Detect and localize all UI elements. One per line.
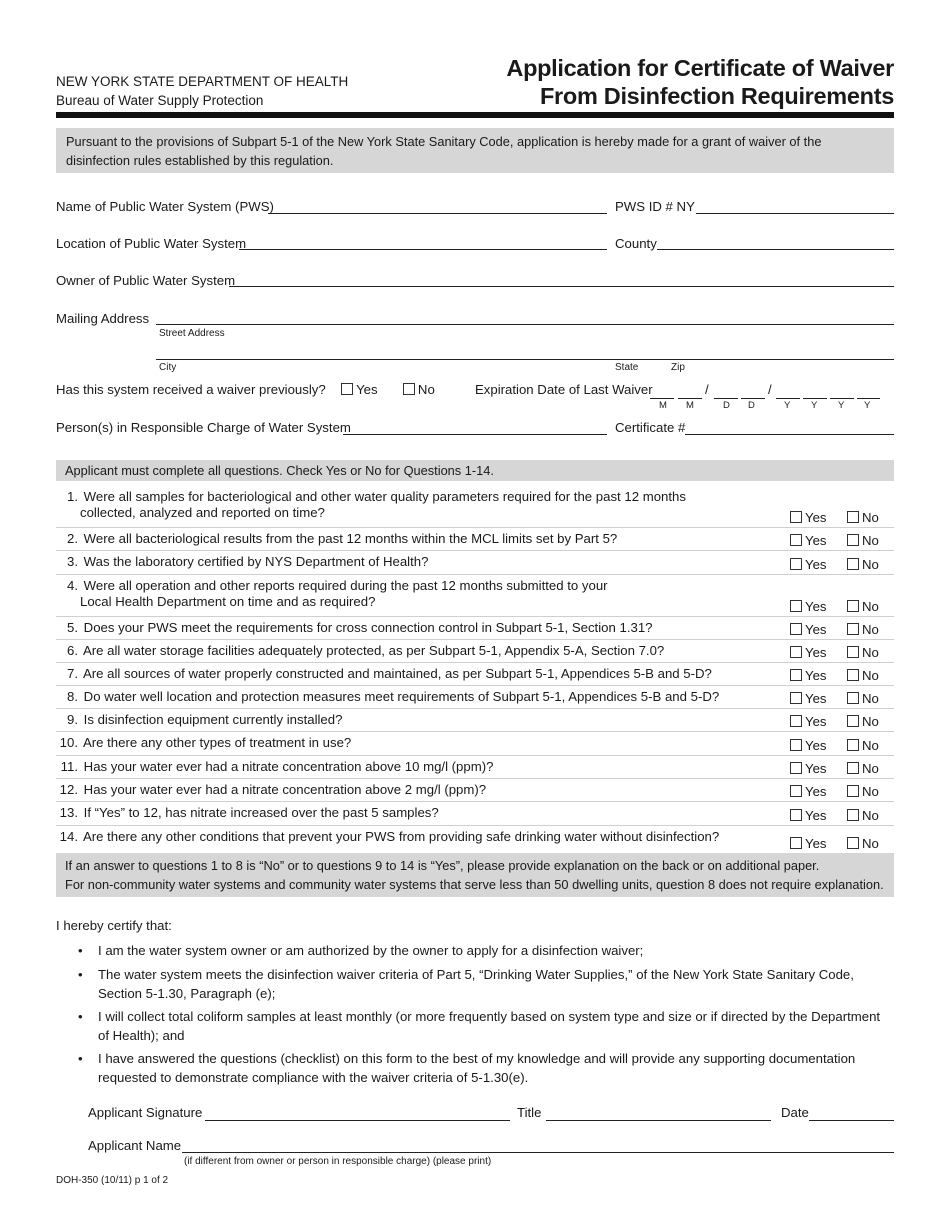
question-text	[56, 620, 653, 635]
question-row	[56, 575, 894, 617]
answer-no-checkbox[interactable]	[847, 623, 859, 635]
title-line-1: Application for Certificate of Waiver	[506, 55, 894, 81]
answer-no-checkbox[interactable]	[847, 669, 859, 681]
bullet-mark: •	[78, 1009, 83, 1024]
applicant-name-note: (if different from owner or person in responsible charge) (please print)	[184, 1156, 492, 1167]
header-rule	[56, 112, 894, 118]
responsible-label: Person(s) in Responsible Charge of Water System	[56, 420, 351, 435]
answer-options	[790, 533, 894, 548]
owner-input[interactable]	[229, 286, 894, 287]
waiver-question: Has this system received a waiver previously?	[56, 382, 326, 397]
question-text	[56, 554, 428, 569]
question-number: 10.	[59, 735, 78, 750]
question-text	[56, 805, 439, 820]
answer-yes-checkbox[interactable]	[790, 511, 802, 523]
question-line-1	[56, 554, 428, 569]
answer-yes-label: Yes	[805, 668, 827, 683]
questions-header	[56, 460, 894, 481]
answer-options	[790, 599, 894, 614]
question-line-1-text: Were all samples for bacteriological and other water quality parameters required for the past 12 months	[83, 489, 686, 504]
question-line-1	[56, 489, 686, 504]
question-line-1-text: Were all bacteriological results from the past 12 months within the MCL limits set by Part 5?	[83, 531, 618, 546]
date-caption-m1: M	[659, 400, 667, 411]
question-line-1	[56, 531, 617, 546]
answer-yes-label: Yes	[805, 599, 827, 614]
question-line-1	[56, 735, 351, 750]
answer-no-label: No	[862, 557, 879, 572]
bullet-mark: •	[78, 1051, 83, 1066]
answer-no-checkbox[interactable]	[847, 739, 859, 751]
question-row	[56, 756, 894, 779]
answer-yes-label: Yes	[805, 761, 827, 776]
pws-id-label: PWS ID # NY	[615, 199, 695, 214]
explanation-note	[56, 853, 894, 897]
form-footer: DOH-350 (10/11) p 1 of 2	[56, 1175, 169, 1186]
question-text	[56, 666, 712, 681]
answer-no-label: No	[862, 714, 879, 729]
question-number: 11.	[60, 759, 78, 774]
answer-yes-checkbox[interactable]	[790, 623, 802, 635]
question-line-1-text: Were all operation and other reports required during the past 12 months submitted to your	[83, 578, 608, 593]
question-text	[56, 689, 719, 704]
bureau-name: Bureau of Water Supply Protection	[56, 93, 264, 108]
answer-no-label: No	[862, 738, 879, 753]
certify-bullet-2	[78, 965, 888, 1003]
applicant-signature-input[interactable]	[205, 1120, 510, 1121]
pws-name-input[interactable]	[268, 213, 607, 214]
answer-no-checkbox[interactable]	[847, 534, 859, 546]
bullet-text: I will collect total coliform samples at least monthly (or more frequently based on system type and size or if directed by the Department of Health); and	[98, 1009, 881, 1043]
answer-yes-label: Yes	[805, 714, 827, 729]
answer-no-checkbox[interactable]	[847, 715, 859, 727]
question-number: 2.	[67, 531, 78, 546]
question-row	[56, 826, 894, 853]
city-caption: City	[159, 362, 177, 373]
answer-yes-label: Yes	[805, 510, 827, 525]
location-input[interactable]	[239, 249, 607, 250]
answer-options	[790, 738, 894, 753]
form-title	[506, 54, 894, 110]
applicant-signature-label: Applicant Signature	[88, 1105, 203, 1120]
answer-no-label: No	[862, 510, 879, 525]
title-line-2: From Disinfection Requirements	[540, 83, 894, 109]
question-line-1-text: Was the laboratory certified by NYS Department of Health?	[83, 554, 429, 569]
answer-yes-checkbox[interactable]	[790, 600, 802, 612]
city-state-zip-input[interactable]	[156, 359, 894, 360]
date-caption-y3: Y	[838, 400, 845, 411]
question-text	[56, 643, 664, 658]
answer-yes-label: Yes	[805, 784, 827, 799]
date-caption-y4: Y	[864, 400, 871, 411]
question-line-1-text: Is disinfection equipment currently installed?	[83, 712, 343, 727]
answer-no-label: No	[862, 761, 879, 776]
question-line-2: collected, analyzed and reported on time?	[80, 505, 325, 520]
answer-no-checkbox[interactable]	[847, 785, 859, 797]
question-number: 4.	[67, 578, 78, 593]
question-line-1	[56, 643, 664, 658]
expiration-date-input[interactable]	[650, 384, 880, 414]
title-input[interactable]	[546, 1120, 771, 1121]
question-line-1-text: Are all water storage facilities adequately protected, as per Subpart 5-1, Appendix 5-A, Section 7.0?	[82, 643, 665, 658]
zip-caption: Zip	[671, 362, 685, 373]
date-label: Date	[781, 1105, 809, 1120]
answer-options	[790, 714, 894, 729]
answer-no-label: No	[862, 691, 879, 706]
question-text	[56, 829, 719, 844]
certify-bullet-1	[78, 941, 888, 960]
answer-no-checkbox[interactable]	[847, 511, 859, 523]
waiver-no-label: No	[417, 382, 435, 397]
agency-block	[56, 72, 348, 110]
answer-yes-checkbox[interactable]	[790, 837, 802, 849]
question-line-1	[56, 620, 653, 635]
applicant-name-label: Applicant Name	[88, 1138, 182, 1153]
responsible-input[interactable]	[343, 434, 607, 435]
date-caption-d2: D	[748, 400, 755, 411]
date-caption-m2: M	[686, 400, 694, 411]
bullet-text: I am the water system owner or am authorized by the owner to apply for a disinfection waiver;	[98, 943, 644, 958]
question-text	[56, 531, 617, 546]
date-caption-d1: D	[723, 400, 730, 411]
note-line-2: For non-community water systems and community water systems that serve less than 50 dwelling units, question 8 does not require explanation.	[65, 876, 884, 892]
question-text	[56, 735, 351, 750]
question-text	[56, 759, 493, 774]
date-caption-y1: Y	[784, 400, 791, 411]
answer-no-checkbox[interactable]	[847, 692, 859, 704]
question-line-1	[56, 578, 608, 593]
date-input[interactable]	[809, 1120, 894, 1121]
answer-yes-checkbox[interactable]	[790, 739, 802, 751]
answer-options	[790, 808, 894, 823]
answer-yes-label: Yes	[805, 738, 827, 753]
answer-no-label: No	[862, 784, 879, 799]
answer-no-checkbox[interactable]	[847, 558, 859, 570]
question-line-1-text: Are all sources of water properly constructed and maintained, as per Subpart 5-1, Appendices 5-B and 5-D?	[82, 666, 712, 681]
answer-yes-checkbox[interactable]	[790, 558, 802, 570]
answer-yes-label: Yes	[805, 645, 827, 660]
bullet-text: I have answered the questions (checklist) on this form to the best of my knowledge and will provide any supporting documentation requested to demonstrate compliance with the waiver criteria of 5-1.30(e).	[98, 1051, 856, 1085]
answer-no-label: No	[862, 622, 879, 637]
answer-yes-checkbox[interactable]	[790, 669, 802, 681]
answer-yes-checkbox[interactable]	[790, 762, 802, 774]
question-number: 6.	[67, 643, 78, 658]
answer-no-label: No	[862, 599, 879, 614]
answer-options	[790, 622, 894, 637]
answer-no-label: No	[862, 533, 879, 548]
question-text	[56, 578, 608, 609]
agency-name: NEW YORK STATE DEPARTMENT OF HEALTH	[56, 74, 349, 89]
date-slash-1: /	[705, 382, 709, 397]
note-line-1: If an answer to questions 1 to 8 is “No” or to questions 9 to 14 is “Yes”, please provide explanation on the back or on additional paper.	[65, 858, 820, 873]
question-number: 5.	[67, 620, 78, 635]
answer-yes-checkbox[interactable]	[790, 715, 802, 727]
answer-yes-checkbox[interactable]	[790, 785, 802, 797]
date-slash-2: /	[768, 382, 772, 397]
street-caption: Street Address	[159, 328, 225, 339]
question-row	[56, 486, 894, 528]
answer-yes-checkbox[interactable]	[790, 534, 802, 546]
state-caption: State	[615, 362, 639, 373]
question-line-1-text: If “Yes” to 12, has nitrate increased over the past 5 samples?	[83, 805, 439, 820]
answer-options	[790, 510, 894, 525]
question-number: 14.	[59, 829, 78, 844]
waiver-yes-label: Yes	[356, 382, 378, 397]
certify-bullet-3	[78, 1007, 888, 1045]
answer-options	[790, 761, 894, 776]
answer-no-checkbox[interactable]	[847, 809, 859, 821]
intro-text: Pursuant to the provisions of Subpart 5-1 of the New York State Sanitary Code, application is hereby made for a grant of waiver of the disinfection rules established by this regulation.	[66, 134, 822, 168]
question-row	[56, 802, 894, 826]
pws-id-input[interactable]	[696, 213, 894, 214]
answer-no-checkbox[interactable]	[847, 646, 859, 658]
street-input[interactable]	[156, 324, 894, 325]
question-line-2: Local Health Department on time and as required?	[80, 594, 376, 609]
question-text	[56, 489, 686, 520]
answer-yes-label: Yes	[805, 836, 827, 851]
question-row	[56, 779, 894, 802]
bullet-text: The water system meets the disinfection waiver criteria of Part 5, “Drinking Water Supplies,” of the New York State Sanitary Code, Section 5-1.30, Paragraph (e);	[98, 967, 854, 1001]
question-text	[56, 782, 486, 797]
location-label: Location of Public Water System	[56, 236, 247, 251]
answer-options	[790, 784, 894, 799]
expiration-label: Expiration Date of Last Waiver	[475, 382, 653, 397]
question-row	[56, 551, 894, 575]
answer-yes-label: Yes	[805, 808, 827, 823]
answer-yes-label: Yes	[805, 557, 827, 572]
question-row	[56, 709, 894, 732]
question-text	[56, 712, 342, 727]
owner-label: Owner of Public Water System	[56, 273, 236, 288]
applicant-name-input[interactable]	[182, 1152, 894, 1153]
question-line-1-text: Are there any other conditions that prevent your PWS from providing safe drinking water without disinfection?	[82, 829, 720, 844]
county-input[interactable]	[657, 249, 894, 250]
answer-yes-label: Yes	[805, 622, 827, 637]
question-line-1-text: Are there any other types of treatment in use?	[82, 735, 352, 750]
waiver-row	[56, 382, 435, 397]
question-number: 7.	[67, 666, 78, 681]
question-line-1-text: Has your water ever had a nitrate concentration above 2 mg/l (ppm)?	[83, 782, 487, 797]
answer-no-label: No	[862, 808, 879, 823]
question-number: 13.	[59, 805, 78, 820]
answer-yes-checkbox[interactable]	[790, 646, 802, 658]
waiver-yes-checkbox[interactable]	[341, 383, 353, 395]
intro-box	[56, 128, 894, 173]
question-line-1	[56, 666, 712, 681]
answer-no-label: No	[862, 668, 879, 683]
answer-yes-label: Yes	[805, 533, 827, 548]
waiver-no-checkbox[interactable]	[403, 383, 415, 395]
question-number: 8.	[67, 689, 78, 704]
answer-no-checkbox[interactable]	[847, 600, 859, 612]
question-row	[56, 732, 894, 756]
question-number: 12.	[59, 782, 78, 797]
question-line-1	[56, 782, 486, 797]
question-line-1	[56, 712, 342, 727]
question-number: 1.	[67, 489, 78, 504]
question-line-1-text: Does your PWS meet the requirements for cross connection control in Subpart 5-1, Section 1.31?	[83, 620, 653, 635]
answer-options	[790, 836, 894, 851]
question-line-1	[56, 689, 719, 704]
question-line-1	[56, 759, 493, 774]
question-number: 9.	[67, 712, 78, 727]
answer-no-checkbox[interactable]	[847, 762, 859, 774]
answer-yes-checkbox[interactable]	[790, 692, 802, 704]
question-row	[56, 640, 894, 663]
questions-header-text: Applicant must complete all questions. Check Yes or No for Questions 1-14.	[65, 463, 494, 478]
certify-intro: I hereby certify that:	[56, 918, 172, 933]
answer-no-checkbox[interactable]	[847, 837, 859, 849]
certificate-label: Certificate #	[615, 420, 686, 435]
question-row	[56, 617, 894, 640]
certify-bullet-4	[78, 1049, 888, 1087]
question-row	[56, 686, 894, 709]
answer-options	[790, 668, 894, 683]
answer-options	[790, 557, 894, 572]
question-number: 3.	[67, 554, 78, 569]
question-row	[56, 528, 894, 551]
bullet-mark: •	[78, 943, 83, 958]
question-line-1-text: Do water well location and protection measures meet requirements of Subpart 5-1, Appendices 5-B and 5-D?	[83, 689, 720, 704]
mailing-label: Mailing Address	[56, 311, 150, 326]
answer-options	[790, 691, 894, 706]
answer-no-label: No	[862, 645, 879, 660]
question-line-1	[56, 805, 439, 820]
title-label: Title	[517, 1105, 542, 1120]
answer-yes-checkbox[interactable]	[790, 809, 802, 821]
question-line-1	[56, 829, 719, 844]
answer-no-label: No	[862, 836, 879, 851]
date-caption-y2: Y	[811, 400, 818, 411]
bullet-mark: •	[78, 967, 83, 982]
pws-name-label: Name of Public Water System (PWS)	[56, 199, 274, 214]
certificate-input[interactable]	[685, 434, 894, 435]
answer-options	[790, 645, 894, 660]
question-line-1-text: Has your water ever had a nitrate concentration above 10 mg/l (ppm)?	[83, 759, 494, 774]
answer-yes-label: Yes	[805, 691, 827, 706]
county-label: County	[615, 236, 657, 251]
question-row	[56, 663, 894, 686]
